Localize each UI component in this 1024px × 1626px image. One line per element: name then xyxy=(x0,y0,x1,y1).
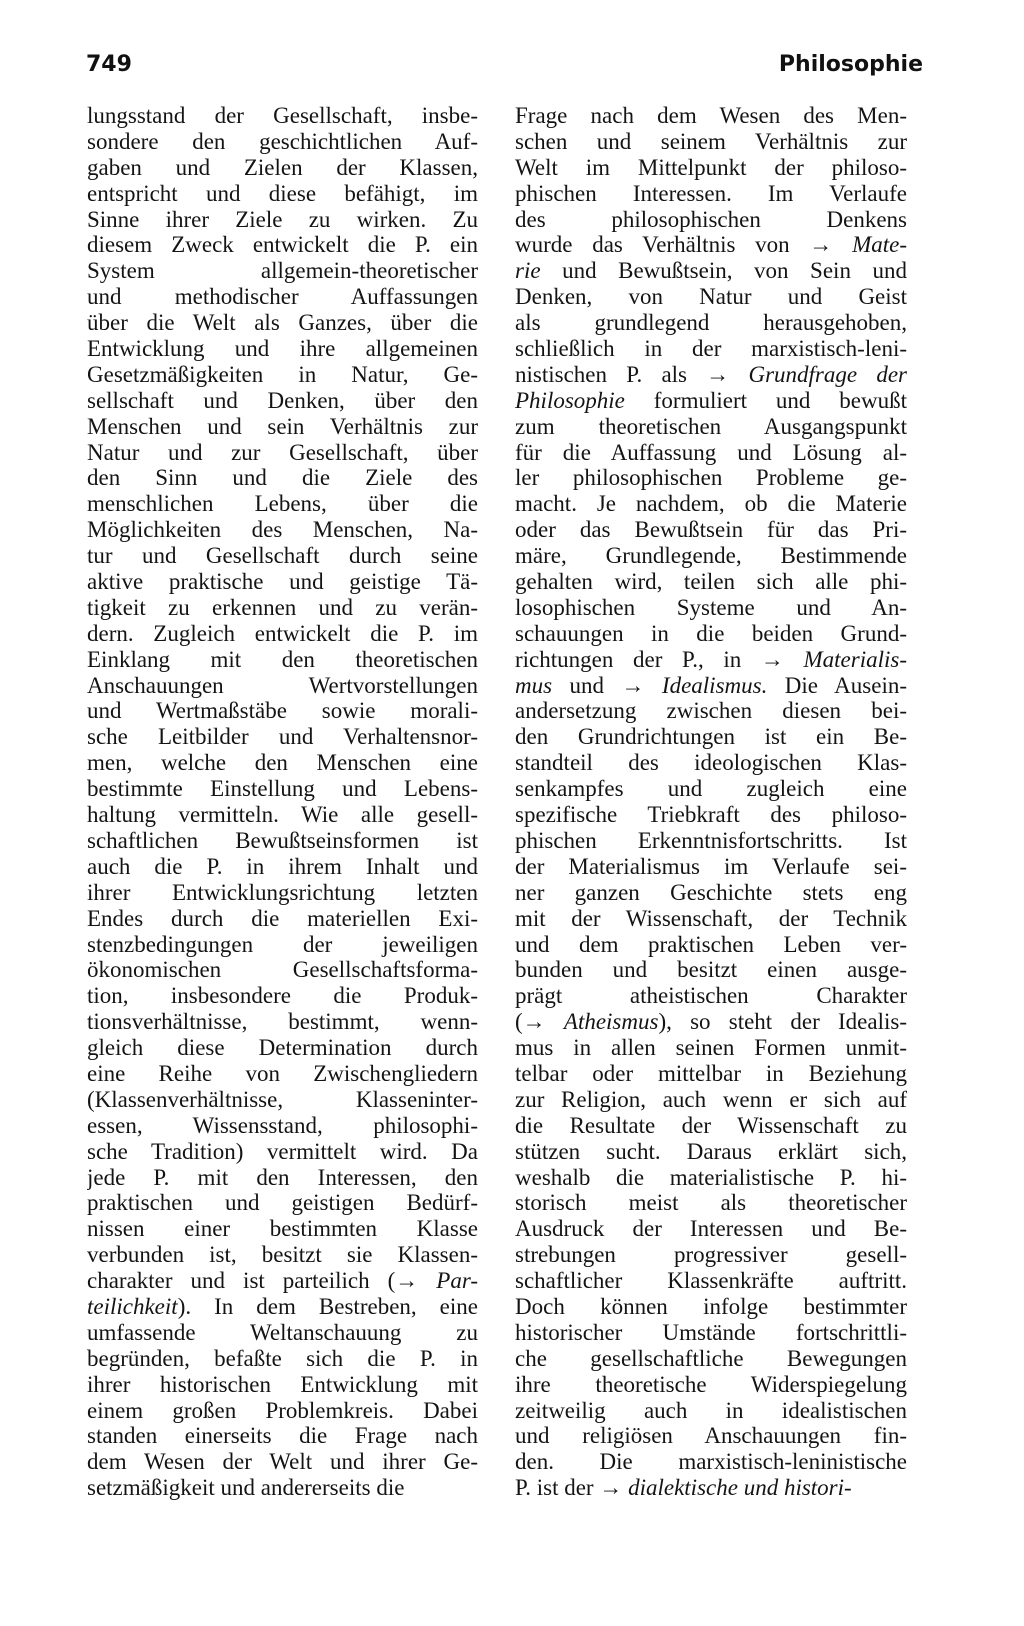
text-line: andersetzung zwischen diesen bei- xyxy=(515,698,907,724)
text-line: tion, insbesondere die Produk- xyxy=(87,983,478,1009)
text-line: mit der Wissenschaft, der Technik xyxy=(515,905,907,931)
text-line: sche Leitbilder und Verhaltensnor- xyxy=(87,724,478,750)
text-line: tionsverhältnisse, bestimmt, wenn- xyxy=(87,1009,478,1035)
text-line: wurde das Verhältnis von → Mate- xyxy=(515,232,907,258)
text-line: entspricht und diese befähigt, im xyxy=(87,180,478,206)
text-line: schaftlichen Bewußtseinsformen ist xyxy=(87,827,478,853)
text-line: mus in allen seinen Formen unmit- xyxy=(515,1035,907,1061)
text-line: oder das Bewußtsein für das Pri- xyxy=(515,517,907,543)
text-line: prägt atheistischen Charakter xyxy=(515,983,907,1009)
text-line: den. Die marxistisch-leninistische xyxy=(515,1449,907,1475)
text-line: auch die P. in ihrem Inhalt und xyxy=(87,853,478,879)
right-text-column xyxy=(515,103,907,1501)
text-line: weshalb die materialistische P. hi- xyxy=(515,1164,907,1190)
text-line: ökonomischen Gesellschaftsforma- xyxy=(87,957,478,983)
text-line: lungsstand der Gesellschaft, insbe- xyxy=(87,103,478,128)
text-line: dem Wesen der Welt und ihrer Ge- xyxy=(87,1449,478,1475)
text-line: menschlichen Lebens, über die xyxy=(87,491,478,517)
text-line: Welt im Mittelpunkt der philoso- xyxy=(515,154,907,180)
text-line: mus und → Idealismus. Die Ausein- xyxy=(515,672,907,698)
text-line: zum theoretischen Ausgangspunkt xyxy=(515,413,907,439)
text-line: charakter und ist parteilich (→ Par- xyxy=(87,1268,478,1294)
text-line: Einklang mit den theoretischen xyxy=(87,646,478,672)
text-line: schen und seinem Verhältnis zur xyxy=(515,128,907,154)
text-line: Denken, von Natur und Geist xyxy=(515,284,907,310)
text-line: märe, Grundlegende, Bestimmende xyxy=(515,543,907,569)
text-line: und dem praktischen Leben ver- xyxy=(515,931,907,957)
text-line: die Resultate der Wissenschaft zu xyxy=(515,1112,907,1138)
text-line: Menschen und sein Verhältnis zur xyxy=(87,413,478,439)
text-line: historischer Umstände fortschrittli- xyxy=(515,1319,907,1345)
page-number: 749 xyxy=(86,52,132,77)
left-text-column xyxy=(87,103,478,1501)
text-line: Natur und zur Gesellschaft, über xyxy=(87,439,478,465)
text-line: stützen sucht. Daraus erklärt sich, xyxy=(515,1138,907,1164)
text-line: setzmäßigkeit und andererseits die xyxy=(87,1475,405,1501)
text-line: Gesetzmäßigkeiten in Natur, Ge- xyxy=(87,361,478,387)
text-line: und religiösen Anschauungen fin- xyxy=(515,1423,907,1449)
text-line: ihre theoretische Widerspiegelung xyxy=(515,1371,907,1397)
text-line: telbar oder mittelbar in Beziehung xyxy=(515,1060,907,1086)
text-line: ner ganzen Geschichte stets eng xyxy=(515,879,907,905)
text-line: schaftlicher Klassenkräfte auftritt. xyxy=(515,1268,907,1294)
text-line: über die Welt als Ganzes, über die xyxy=(87,310,478,336)
text-line: standen einerseits die Frage nach xyxy=(87,1423,478,1449)
text-line: Entwicklung und ihre allgemeinen xyxy=(87,336,478,362)
text-line: sondere den geschichtlichen Auf- xyxy=(87,128,478,154)
text-line: sche Tradition) vermittelt wird. Da xyxy=(87,1138,478,1164)
text-line: praktischen und geistigen Bedürf- xyxy=(87,1190,478,1216)
text-line: aktive praktische und geistige Tä- xyxy=(87,569,478,595)
text-line: tigkeit zu erkennen und zu verän- xyxy=(87,594,478,620)
text-line: nistischen P. als → Grundfrage der xyxy=(515,361,907,387)
text-line: bestimmte Einstellung und Lebens- xyxy=(87,776,478,802)
text-line: eine Reihe von Zwischengliedern xyxy=(87,1060,478,1086)
text-line: Sinne ihrer Ziele zu wirken. Zu xyxy=(87,206,478,232)
text-line: schließlich in der marxistisch-leni- xyxy=(515,336,907,362)
text-line: teilichkeit). In dem Bestreben, eine xyxy=(87,1293,478,1319)
text-line: dern. Zugleich entwickelt die P. im xyxy=(87,620,478,646)
text-line: Endes durch die materiellen Exi- xyxy=(87,905,478,931)
text-line: storisch meist als theoretischer xyxy=(515,1190,907,1216)
text-line: losophischen Systeme und An- xyxy=(515,594,907,620)
text-line: men, welche den Menschen eine xyxy=(87,750,478,776)
text-line: als grundlegend herausgehoben, xyxy=(515,310,907,336)
text-line: che gesellschaftliche Bewegungen xyxy=(515,1345,907,1371)
text-line: System allgemein-theoretischer xyxy=(87,258,478,284)
text-line: zur Religion, auch wenn er sich auf xyxy=(515,1086,907,1112)
text-line: Doch können infolge bestimmter xyxy=(515,1293,907,1319)
text-line: ihrer historischen Entwicklung mit xyxy=(87,1371,478,1397)
text-line: für die Auffassung und Lösung al- xyxy=(515,439,907,465)
text-line: gleich diese Determination durch xyxy=(87,1035,478,1061)
text-line: Anschauungen Wertvorstellungen xyxy=(87,672,478,698)
text-line: einem großen Problemkreis. Dabei xyxy=(87,1397,478,1423)
text-line: Philosophie formuliert und bewußt xyxy=(515,387,907,413)
text-line: rie und Bewußtsein, von Sein und xyxy=(515,258,907,284)
text-line: verbunden ist, besitzt sie Klassen- xyxy=(87,1242,478,1268)
text-line: den Sinn und die Ziele des xyxy=(87,465,478,491)
text-line: spezifische Triebkraft des philoso- xyxy=(515,802,907,828)
text-line: zeitweilig auch in idealistischen xyxy=(515,1397,907,1423)
text-line: gehalten wird, teilen sich alle phi- xyxy=(515,569,907,595)
text-line: haltung vermitteln. Wie alle gesell- xyxy=(87,802,478,828)
text-line: phischen Interessen. Im Verlaufe xyxy=(515,180,907,206)
text-line: stenzbedingungen der jeweiligen xyxy=(87,931,478,957)
text-line: (Klassenverhältnisse, Klasseninter- xyxy=(87,1086,478,1112)
text-line: tur und Gesellschaft durch seine xyxy=(87,543,478,569)
text-line: phischen Erkenntnisfortschritts. Ist xyxy=(515,827,907,853)
text-line: gaben und Zielen der Klassen, xyxy=(87,154,478,180)
text-line: P. ist der → dialektische und histori- xyxy=(515,1475,852,1501)
text-line: strebungen progressiver gesell- xyxy=(515,1242,907,1268)
text-line: den Grundrichtungen ist ein Be- xyxy=(515,724,907,750)
text-line: (→ Atheismus), so steht der Idealis- xyxy=(515,1009,907,1035)
text-line: bunden und besitzt einen ausge- xyxy=(515,957,907,983)
running-title: Philosophie xyxy=(778,52,923,77)
text-line: umfassende Weltanschauung zu xyxy=(87,1319,478,1345)
text-line: essen, Wissensstand, philosophi- xyxy=(87,1112,478,1138)
text-line: diesem Zweck entwickelt die P. ein xyxy=(87,232,478,258)
text-line: richtungen der P., in → Materialis- xyxy=(515,646,907,672)
text-line: Frage nach dem Wesen des Men- xyxy=(515,103,907,128)
text-line: des philosophischen Denkens xyxy=(515,206,907,232)
text-line: macht. Je nachdem, ob die Materie xyxy=(515,491,907,517)
text-line: Möglichkeiten des Menschen, Na- xyxy=(87,517,478,543)
text-line: und Wertmaßstäbe sowie morali- xyxy=(87,698,478,724)
text-line: nissen einer bestimmten Klasse xyxy=(87,1216,478,1242)
text-line: schauungen in die beiden Grund- xyxy=(515,620,907,646)
text-line: begründen, befaßte sich die P. in xyxy=(87,1345,478,1371)
text-line: ler philosophischen Probleme ge- xyxy=(515,465,907,491)
text-line: senkampfes und zugleich eine xyxy=(515,776,907,802)
text-line: und methodischer Auffassungen xyxy=(87,284,478,310)
text-line: der Materialismus im Verlaufe sei- xyxy=(515,853,907,879)
text-line: ihrer Entwicklungsrichtung letzten xyxy=(87,879,478,905)
text-line: sellschaft und Denken, über den xyxy=(87,387,478,413)
text-line: jede P. mit den Interessen, den xyxy=(87,1164,478,1190)
text-line: Ausdruck der Interessen und Be- xyxy=(515,1216,907,1242)
text-line: standteil des ideologischen Klas- xyxy=(515,750,907,776)
